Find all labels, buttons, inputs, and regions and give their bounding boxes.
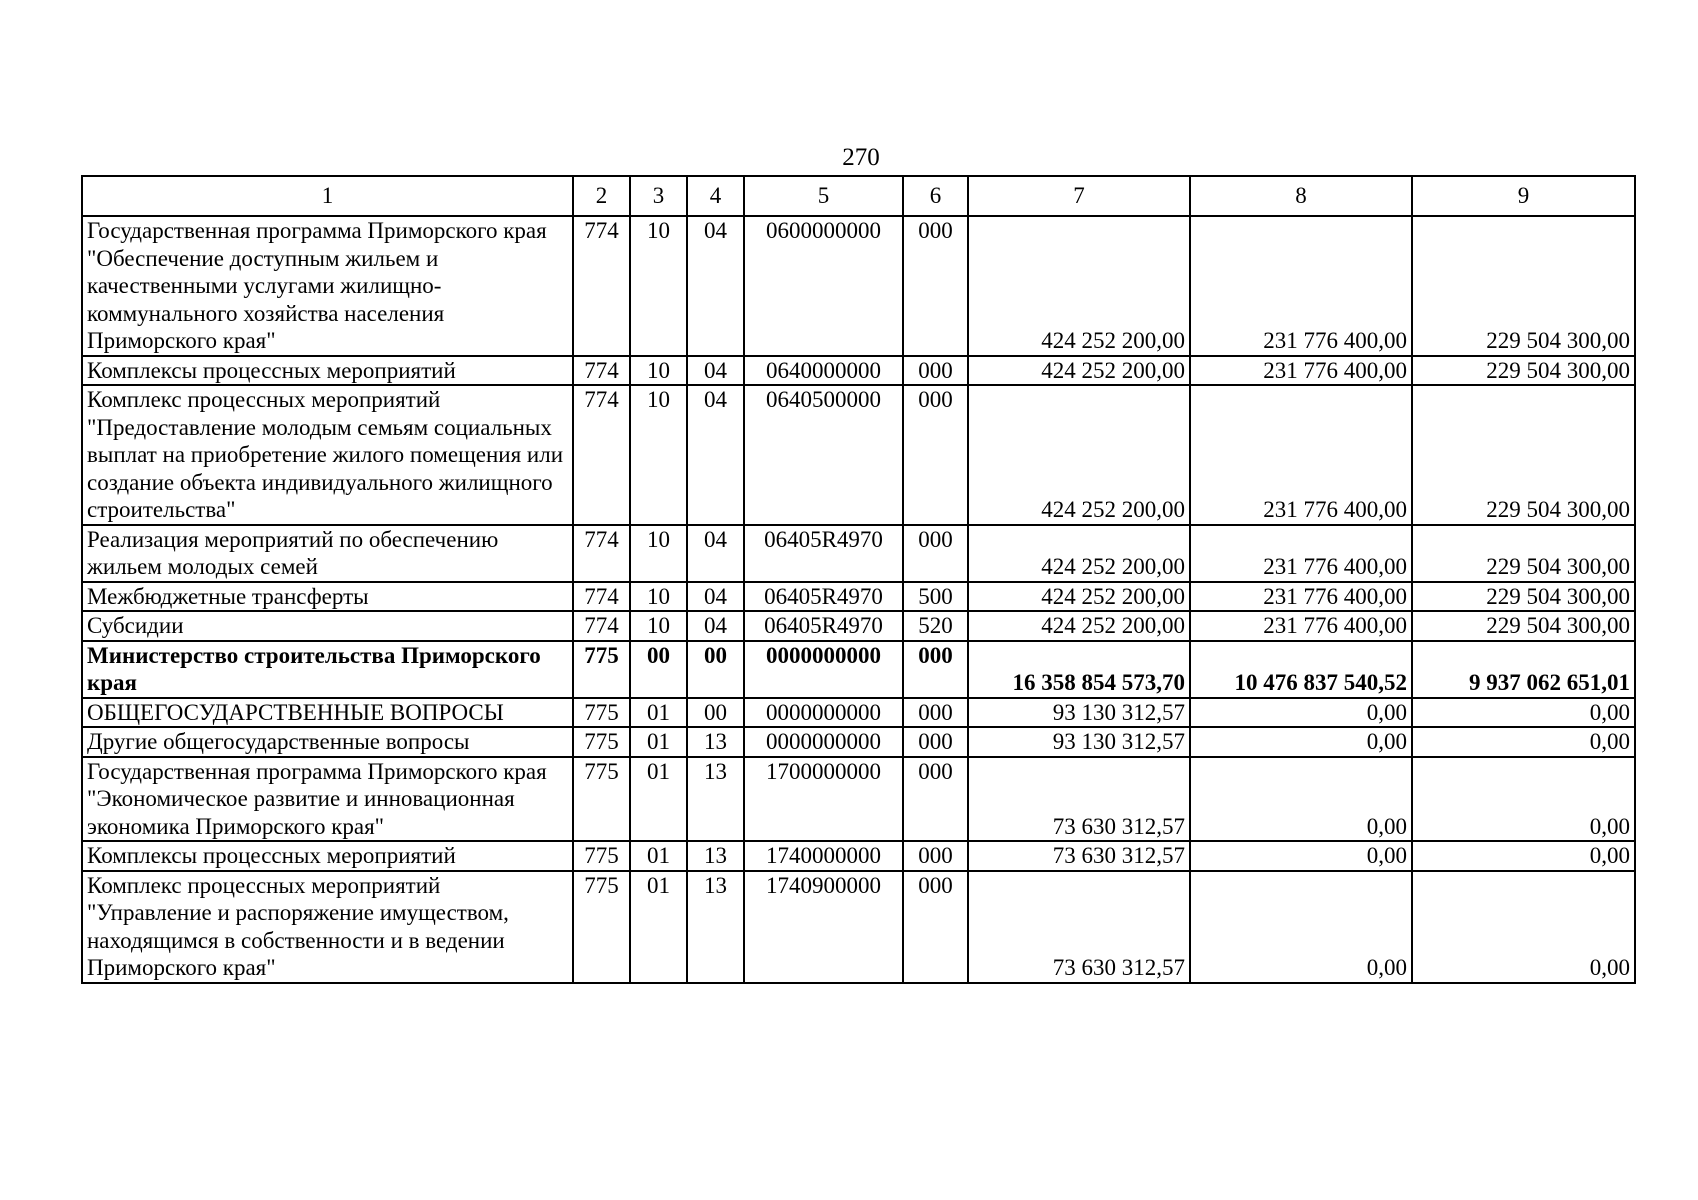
row-expense-type: 000 [903, 525, 968, 582]
row-target-article: 0000000000 [744, 698, 903, 728]
row-name: Другие общегосударственные вопросы [82, 727, 573, 757]
table-row [82, 582, 1635, 612]
row-expense-type: 000 [903, 871, 968, 983]
table-row [82, 841, 1635, 871]
header-col-3: 3 [630, 176, 687, 216]
row-amount-col7: 424 252 200,00 [968, 216, 1190, 356]
row-amount-col9: 0,00 [1412, 871, 1635, 983]
row-amount-col7: 424 252 200,00 [968, 385, 1190, 525]
row-name: Реализация мероприятий по обеспечению жильем молодых семей [82, 525, 573, 582]
row-amount-col8: 0,00 [1190, 698, 1412, 728]
row-amount-col7: 73 630 312,57 [968, 841, 1190, 871]
row-ministry-code: 775 [573, 871, 630, 983]
row-amount-col9: 0,00 [1412, 727, 1635, 757]
row-amount-col9: 229 504 300,00 [1412, 525, 1635, 582]
row-name: Государственная программа Приморского края "Обеспечение доступным жильем и качественными услугами жилищно-коммунального хозяйства населения Приморского края" [82, 216, 573, 356]
row-ministry-code: 774 [573, 385, 630, 525]
row-subsection-code: 04 [687, 525, 744, 582]
row-ministry-code: 774 [573, 525, 630, 582]
row-ministry-code: 774 [573, 582, 630, 612]
row-target-article: 0000000000 [744, 727, 903, 757]
table-row [82, 698, 1635, 728]
row-section-code: 10 [630, 582, 687, 612]
row-subsection-code: 04 [687, 611, 744, 641]
row-section-code: 01 [630, 727, 687, 757]
row-expense-type: 000 [903, 698, 968, 728]
row-name: ОБЩЕГОСУДАРСТВЕННЫЕ ВОПРОСЫ [82, 698, 573, 728]
row-name: Государственная программа Приморского края "Экономическое развитие и инновационная экономика Приморского края" [82, 757, 573, 842]
row-subsection-code: 13 [687, 871, 744, 983]
header-col-6: 6 [903, 176, 968, 216]
row-expense-type: 520 [903, 611, 968, 641]
row-amount-col8: 231 776 400,00 [1190, 582, 1412, 612]
table-row [82, 216, 1635, 356]
row-amount-col7: 424 252 200,00 [968, 582, 1190, 612]
row-amount-col7: 424 252 200,00 [968, 611, 1190, 641]
row-amount-col8: 231 776 400,00 [1190, 525, 1412, 582]
row-subsection-code: 13 [687, 757, 744, 842]
row-target-article: 06405R4970 [744, 525, 903, 582]
row-amount-col9: 0,00 [1412, 757, 1635, 842]
row-target-article: 0600000000 [744, 216, 903, 356]
row-name: Министерство строительства Приморского края [82, 641, 573, 698]
row-amount-col7: 93 130 312,57 [968, 698, 1190, 728]
table-row [82, 871, 1635, 983]
row-ministry-code: 774 [573, 611, 630, 641]
row-amount-col9: 0,00 [1412, 698, 1635, 728]
row-section-code: 00 [630, 641, 687, 698]
table-row [82, 757, 1635, 842]
row-section-code: 10 [630, 216, 687, 356]
row-expense-type: 000 [903, 385, 968, 525]
row-amount-col7: 73 630 312,57 [968, 871, 1190, 983]
row-target-article: 06405R4970 [744, 582, 903, 612]
header-col-2: 2 [573, 176, 630, 216]
table-row [82, 356, 1635, 386]
table-row-ministry-total [82, 641, 1635, 698]
row-name: Межбюджетные трансферты [82, 582, 573, 612]
row-amount-col9: 229 504 300,00 [1412, 385, 1635, 525]
row-subsection-code: 04 [687, 356, 744, 386]
row-target-article: 1700000000 [744, 757, 903, 842]
row-amount-col8: 0,00 [1190, 727, 1412, 757]
row-section-code: 01 [630, 871, 687, 983]
row-amount-col8: 0,00 [1190, 841, 1412, 871]
row-amount-col7: 16 358 854 573,70 [968, 641, 1190, 698]
row-amount-col8: 0,00 [1190, 757, 1412, 842]
row-amount-col9: 229 504 300,00 [1412, 216, 1635, 356]
header-col-4: 4 [687, 176, 744, 216]
row-amount-col8: 231 776 400,00 [1190, 385, 1412, 525]
row-name: Субсидии [82, 611, 573, 641]
row-section-code: 01 [630, 841, 687, 871]
row-subsection-code: 04 [687, 216, 744, 356]
row-name: Комплексы процессных мероприятий [82, 841, 573, 871]
row-expense-type: 000 [903, 356, 968, 386]
row-target-article: 1740900000 [744, 871, 903, 983]
row-name: Комплексы процессных мероприятий [82, 356, 573, 386]
page-number: 270 [842, 144, 880, 171]
row-amount-col7: 73 630 312,57 [968, 757, 1190, 842]
row-target-article: 06405R4970 [744, 611, 903, 641]
row-ministry-code: 774 [573, 216, 630, 356]
header-col-1: 1 [82, 176, 573, 216]
row-amount-col8: 231 776 400,00 [1190, 611, 1412, 641]
row-expense-type: 000 [903, 841, 968, 871]
row-amount-col9: 0,00 [1412, 841, 1635, 871]
row-name: Комплекс процессных мероприятий "Управление и распоряжение имуществом, находящимся в собственности и в ведении Приморского края" [82, 871, 573, 983]
row-expense-type: 000 [903, 757, 968, 842]
row-amount-col9: 229 504 300,00 [1412, 611, 1635, 641]
row-section-code: 10 [630, 356, 687, 386]
header-col-5: 5 [744, 176, 903, 216]
row-amount-col7: 424 252 200,00 [968, 525, 1190, 582]
row-section-code: 10 [630, 385, 687, 525]
table-row [82, 611, 1635, 641]
row-amount-col8: 231 776 400,00 [1190, 216, 1412, 356]
header-col-8: 8 [1190, 176, 1412, 216]
row-ministry-code: 775 [573, 841, 630, 871]
row-expense-type: 000 [903, 727, 968, 757]
row-name: Комплекс процессных мероприятий "Предоставление молодым семьям социальных выплат на приобретение жилого помещения или создание объекта индивидуального жилищного строительства" [82, 385, 573, 525]
row-target-article: 0000000000 [744, 641, 903, 698]
row-amount-col8: 0,00 [1190, 871, 1412, 983]
row-ministry-code: 774 [573, 356, 630, 386]
header-col-9: 9 [1412, 176, 1635, 216]
table-row [82, 385, 1635, 525]
row-amount-col9: 229 504 300,00 [1412, 356, 1635, 386]
row-subsection-code: 04 [687, 582, 744, 612]
row-ministry-code: 775 [573, 698, 630, 728]
budget-table [81, 175, 1636, 984]
row-ministry-code: 775 [573, 757, 630, 842]
row-section-code: 10 [630, 611, 687, 641]
row-amount-col7: 424 252 200,00 [968, 356, 1190, 386]
row-target-article: 0640500000 [744, 385, 903, 525]
row-expense-type: 000 [903, 641, 968, 698]
row-expense-type: 500 [903, 582, 968, 612]
row-section-code: 01 [630, 698, 687, 728]
row-subsection-code: 00 [687, 698, 744, 728]
row-subsection-code: 04 [687, 385, 744, 525]
row-section-code: 01 [630, 757, 687, 842]
row-amount-col7: 93 130 312,57 [968, 727, 1190, 757]
row-target-article: 1740000000 [744, 841, 903, 871]
row-amount-col8: 10 476 837 540,52 [1190, 641, 1412, 698]
row-ministry-code: 775 [573, 727, 630, 757]
row-subsection-code: 13 [687, 841, 744, 871]
row-amount-col8: 231 776 400,00 [1190, 356, 1412, 386]
row-subsection-code: 00 [687, 641, 744, 698]
row-target-article: 0640000000 [744, 356, 903, 386]
row-amount-col9: 229 504 300,00 [1412, 582, 1635, 612]
table-row [82, 727, 1635, 757]
row-ministry-code: 775 [573, 641, 630, 698]
header-col-7: 7 [968, 176, 1190, 216]
row-expense-type: 000 [903, 216, 968, 356]
table-header-row [82, 176, 1635, 216]
row-amount-col9: 9 937 062 651,01 [1412, 641, 1635, 698]
table-row [82, 525, 1635, 582]
row-section-code: 10 [630, 525, 687, 582]
row-subsection-code: 13 [687, 727, 744, 757]
